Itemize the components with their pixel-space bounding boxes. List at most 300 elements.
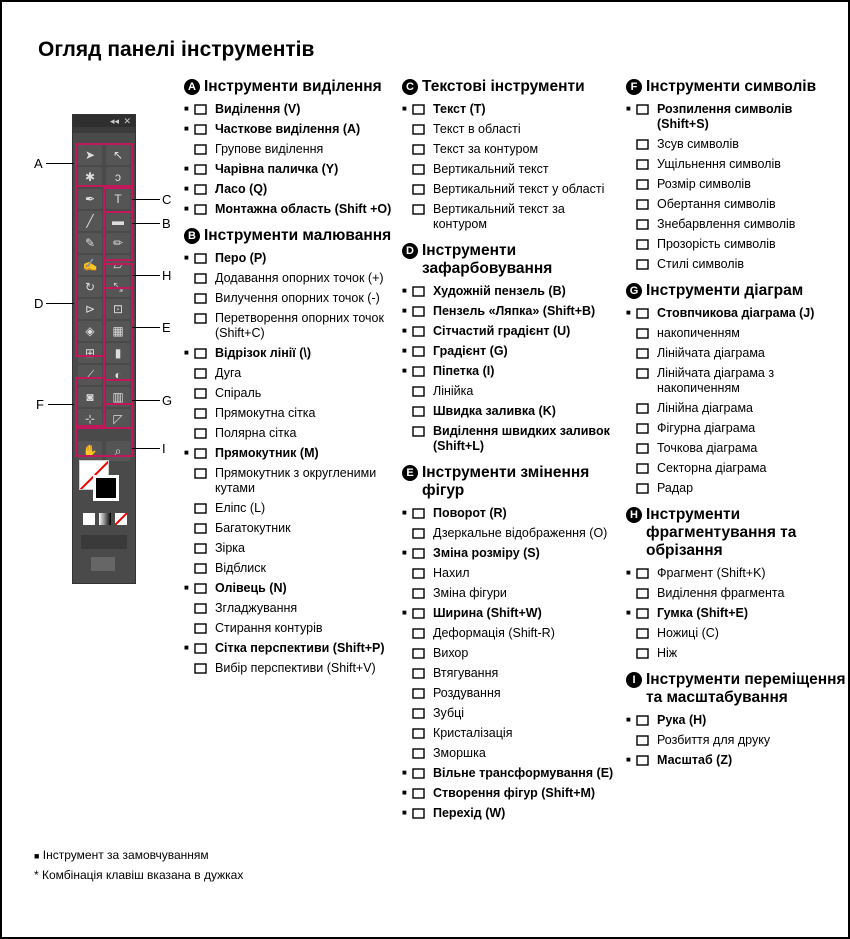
Tarea-icon (410, 122, 430, 137)
label-E: E (162, 320, 171, 335)
knife-icon (634, 646, 654, 661)
eyedropper-icon: ⟋ (85, 368, 95, 382)
tool-label: Ножиці (C) (657, 626, 719, 640)
collapse-icon[interactable]: ◂◂ (109, 116, 119, 126)
tool-item (402, 284, 622, 299)
star-icon (192, 541, 212, 556)
Tvert-icon (410, 162, 430, 177)
tool-label: Чарівна паличка (Y) (215, 162, 339, 176)
default-marker: ■ (402, 346, 407, 355)
hand-icon: ✋ (82, 444, 98, 458)
tool-item (402, 404, 622, 419)
label-C: C (162, 192, 172, 207)
magic-wand-icon: ✱ (84, 170, 96, 184)
tool-item (402, 304, 622, 319)
zoom-icon (634, 753, 654, 768)
tool-label: Секторна діаграма (657, 461, 767, 475)
tool-item (184, 202, 399, 217)
tool-item (626, 753, 846, 768)
tool-item (626, 326, 846, 341)
paintbrush-icon: ✎ (84, 236, 96, 250)
tool-label: Вертикальний текст у області (433, 182, 605, 196)
tool-label: Олівець (N) (215, 581, 287, 595)
blob-brush-icon: ✍ (82, 258, 98, 272)
tool-label: Текст (T) (433, 102, 486, 116)
tool-label: Відблиск (215, 561, 267, 575)
slicesel-icon (634, 586, 654, 601)
tool-label: Сітчастий градієнт (U) (433, 324, 571, 338)
blob-icon (410, 304, 430, 319)
tool-item (626, 566, 846, 581)
tool-label: Монтажна область (Shift +O) (215, 202, 392, 216)
bucket-icon (410, 404, 430, 419)
tool-item (402, 766, 622, 781)
tool-item (184, 406, 399, 421)
default-marker: ■ (626, 608, 631, 617)
tool-label: Згладжування (215, 601, 298, 615)
tool-item (184, 521, 399, 536)
default-marker: ■ (184, 204, 189, 213)
section-badge: G (626, 283, 642, 299)
free-transform-icon: ⊡ (112, 302, 124, 316)
grid-icon (192, 406, 212, 421)
tool-label: Стовпчикова діаграма (J) (657, 306, 815, 320)
section-title: Інструменти переміщення та масштабування (646, 671, 846, 706)
tool-item (184, 621, 399, 636)
tool-item (184, 182, 399, 197)
polar-icon (192, 426, 212, 441)
rrect-icon (192, 466, 212, 481)
draw-modes[interactable] (81, 535, 127, 549)
default-marker: ■ (626, 715, 631, 724)
section-i (626, 671, 846, 768)
section-badge: F (626, 79, 642, 95)
tool-item (626, 481, 846, 496)
tool-label: Виділення фрагмента (657, 586, 785, 600)
tool-item (626, 713, 846, 728)
default-marker: ■ (402, 788, 407, 797)
tool-item (184, 271, 399, 286)
tool-item (184, 102, 399, 117)
tool-item (184, 501, 399, 516)
stain-icon (634, 217, 654, 232)
panel-titlebar[interactable] (73, 115, 135, 127)
tool-item (626, 441, 846, 456)
tool-item (402, 706, 622, 721)
mesh-icon: ⊞ (84, 346, 96, 360)
scale-icon (410, 546, 430, 561)
Tpath-icon (410, 142, 430, 157)
pen-icon (192, 251, 212, 266)
smooth-icon (192, 601, 212, 616)
section-header (626, 506, 846, 560)
spin-icon (634, 197, 654, 212)
section-header (402, 242, 622, 278)
default-marker: ■ (184, 124, 189, 133)
section-badge: E (402, 465, 418, 481)
perspective-grid-icon: ▦ (112, 324, 124, 338)
section-title: Інструменти зафарбовування (422, 242, 553, 277)
stackbar-icon (634, 366, 654, 381)
eraser-icon: ▱ (113, 258, 123, 272)
section-d (402, 242, 622, 454)
tool-label: Групове виділення (215, 142, 324, 156)
tool-label: Прямокутна сітка (215, 406, 316, 420)
arrow-icon (192, 102, 212, 117)
section-title: Інструменти виділення (204, 78, 382, 95)
default-marker: ■ (184, 104, 189, 113)
gradient-icon (410, 344, 430, 359)
tool-label: Виділення (V) (215, 102, 301, 116)
default-marker: ■ (184, 583, 189, 592)
tool-item (402, 142, 622, 157)
lasso-icon: ↄ (115, 170, 121, 184)
tool-item (184, 251, 399, 266)
tool-item (184, 661, 399, 676)
tool-label: Радар (657, 481, 694, 495)
tool-label: Градієнт (G) (433, 344, 508, 358)
shift-icon (634, 137, 654, 152)
panel-grip[interactable] (73, 127, 135, 133)
direct-selection-icon: ↖ (112, 148, 124, 162)
tool-label: Створення фігур (Shift+M) (433, 786, 596, 800)
section-a (184, 78, 399, 217)
screen-mode-button[interactable] (91, 557, 115, 571)
reflect-icon (410, 526, 430, 541)
rotate-icon (410, 506, 430, 521)
default-marker: ■ (184, 448, 189, 457)
pen-icon: ✒ (84, 192, 96, 206)
tool-item (626, 606, 846, 621)
bar-icon (634, 346, 654, 361)
default-marker: ■ (402, 608, 407, 617)
scrunch-icon (634, 157, 654, 172)
section-badge: A (184, 79, 200, 95)
width-icon (410, 606, 430, 621)
tool-label: Часткове виділення (A) (215, 122, 361, 136)
tool-item (184, 446, 399, 461)
tool-item (402, 122, 622, 137)
tool-label: Додавання опорних точок (+) (215, 271, 384, 285)
shapebuild-icon (410, 786, 430, 801)
tool-label: Нахил (433, 566, 470, 580)
label-H: H (162, 268, 172, 283)
Tvpath-icon (410, 202, 430, 217)
section-c (402, 78, 622, 232)
default-marker: ■ (184, 348, 189, 357)
scale-icon: ⤡ (113, 280, 123, 294)
scallop-icon (410, 706, 430, 721)
tool-label: Прямокутник (M) (215, 446, 319, 460)
ellipse-icon (192, 501, 212, 516)
label-I: I (162, 441, 166, 456)
tool-label: Ласо (Q) (215, 182, 268, 196)
rectangle-icon: ▬ (112, 214, 124, 228)
zoom-icon: ⌕ (114, 444, 122, 458)
tool-label: Зсув символів (657, 137, 739, 151)
column-2 (402, 78, 622, 831)
tool-item (626, 346, 846, 361)
colgraph-icon (634, 306, 654, 321)
penplus-icon (192, 271, 212, 286)
patherase-icon (192, 621, 212, 636)
rect-icon (192, 446, 212, 461)
tool-label: Вибір перспективи (Shift+V) (215, 661, 376, 675)
tool-label: Перетворення опорних точок (Shift+C) (215, 311, 384, 340)
tool-label: Стилі символів (657, 257, 744, 271)
linegraph-icon (634, 401, 654, 416)
tool-item (626, 237, 846, 252)
section-title: Інструменти фрагментування та обрізання (646, 506, 797, 559)
polygon-icon (192, 521, 212, 536)
section-h (626, 506, 846, 661)
default-marker: ■ (402, 768, 407, 777)
tools-panel (72, 114, 136, 584)
section-badge: C (402, 79, 418, 95)
section-header (184, 78, 399, 96)
rotate-icon: ↻ (84, 280, 96, 294)
tool-label: Вертикальний текст (433, 162, 549, 176)
pencil-icon: ✏ (112, 236, 124, 250)
section-g (626, 282, 846, 496)
tool-label: Розбиття для друку (657, 733, 771, 747)
crystal-icon (410, 726, 430, 741)
tool-item (184, 561, 399, 576)
tool-item (402, 586, 622, 601)
tool-label: Зміна розміру (S) (433, 546, 540, 560)
tool-label: Стирання контурів (215, 621, 323, 635)
tool-label: Знебарвлення символів (657, 217, 796, 231)
tool-item (184, 291, 399, 306)
wand-icon (192, 162, 212, 177)
sizer-icon (634, 177, 654, 192)
tool-item (626, 137, 846, 152)
screen-icon (634, 237, 654, 252)
arc-icon (192, 366, 212, 381)
none-mode-button[interactable] (115, 513, 127, 525)
tool-item (402, 506, 622, 521)
tool-item (402, 546, 622, 561)
pencil-icon (192, 581, 212, 596)
wrinkle-icon (410, 746, 430, 761)
label-D: D (34, 296, 44, 311)
default-marker: ■ (626, 755, 631, 764)
tool-label: Зморшка (433, 746, 486, 760)
tool-label: Рука (H) (657, 713, 707, 727)
section-header (402, 464, 622, 500)
tool-item (184, 142, 399, 157)
tool-item (184, 366, 399, 381)
tool-label: Точкова діаграма (657, 441, 758, 455)
page-title: Огляд панелі інструментів (38, 38, 315, 61)
tool-label: Поворот (R) (433, 506, 507, 520)
freetrans-icon (410, 766, 430, 781)
persp-icon (192, 641, 212, 656)
blend-icon: ◐ (114, 368, 122, 382)
tool-item (402, 202, 622, 232)
section-e (402, 464, 622, 821)
symbol-sprayer-icon: ◙ (86, 390, 94, 404)
default-marker: ■ (402, 306, 407, 315)
Tvarea-icon (410, 182, 430, 197)
tool-item (626, 401, 846, 416)
default-marker: ■ (184, 184, 189, 193)
tool-label: Деформація (Shift-R) (433, 626, 555, 640)
tool-item (626, 197, 846, 212)
close-icon[interactable]: ✕ (123, 116, 131, 126)
tool-item (184, 426, 399, 441)
tool-item (402, 424, 622, 454)
tool-label: Вилучення опорних точок (-) (215, 291, 380, 305)
label-B: B (162, 216, 171, 231)
blend-icon (410, 806, 430, 821)
default-marker: ■ (402, 548, 407, 557)
tool-item (402, 566, 622, 581)
penminus-icon (192, 291, 212, 306)
default-marker: ■ (402, 326, 407, 335)
tiling-icon (634, 733, 654, 748)
tool-item (402, 364, 622, 379)
tool-item (402, 686, 622, 701)
section-badge: B (184, 228, 200, 244)
tool-item (626, 461, 846, 476)
brush-icon (410, 284, 430, 299)
stroke-swatch[interactable] (93, 475, 119, 501)
tool-item (402, 526, 622, 541)
section-header (626, 671, 846, 707)
tool-label: Швидка заливка (K) (433, 404, 556, 418)
label-F: F (36, 397, 44, 412)
tool-label: Прозорість символів (657, 237, 776, 251)
tool-item (626, 366, 846, 396)
type-icon: T (114, 192, 122, 206)
tool-label: накопиченням (657, 326, 740, 340)
default-marker: ■ (402, 808, 407, 817)
section-badge: I (626, 672, 642, 688)
section-b (184, 227, 399, 676)
tool-item (184, 541, 399, 556)
tool-item (402, 666, 622, 681)
tool-item (626, 626, 846, 641)
flare-icon (192, 561, 212, 576)
tool-label: Ущільнення символів (657, 157, 781, 171)
tool-item (402, 384, 622, 399)
tool-item (184, 601, 399, 616)
default-marker: ■ (402, 104, 407, 113)
tool-label: Еліпс (L) (215, 501, 266, 515)
eraser-icon (634, 606, 654, 621)
tool-label: Лінійна діаграма (657, 401, 754, 415)
default-marker: ■ (402, 286, 407, 295)
tool-label: Розпилення символів (Shift+S) (657, 102, 793, 131)
label-G: G (162, 393, 173, 408)
pucker-icon (410, 666, 430, 681)
tool-label: Фігурна діаграма (657, 421, 756, 435)
section-badge: H (626, 507, 642, 523)
section-f (626, 78, 846, 272)
tool-item (184, 386, 399, 401)
tool-label: Роздування (433, 686, 501, 700)
tool-label: Вихор (433, 646, 469, 660)
tool-item (626, 157, 846, 172)
tool-label: Вільне трансформування (E) (433, 766, 614, 780)
bloat-icon (410, 686, 430, 701)
radar-icon (634, 481, 654, 496)
tool-item (184, 581, 399, 596)
label-A: A (34, 156, 43, 171)
spray-icon (634, 102, 654, 117)
tool-item (402, 626, 622, 641)
ruler-icon (410, 384, 430, 399)
tool-item (402, 162, 622, 177)
tool-item (626, 177, 846, 192)
slice-icon: ◸ (113, 412, 123, 426)
twirl-icon (410, 646, 430, 661)
default-marker: ■ (626, 568, 631, 577)
tool-item (184, 311, 399, 341)
tool-item (184, 346, 399, 361)
tool-label: Фрагмент (Shift+K) (657, 566, 766, 580)
tool-item (402, 344, 622, 359)
tool-item (626, 217, 846, 232)
tool-label: Зубці (433, 706, 465, 720)
slice-icon (634, 566, 654, 581)
default-marker: ■ (626, 308, 631, 317)
arrowplus-icon (192, 142, 212, 157)
tool-label: Пензель «Ляпка» (Shift+B) (433, 304, 596, 318)
section-badge: D (402, 243, 418, 259)
section-header (626, 282, 846, 300)
tool-label: Дуга (215, 366, 242, 380)
tool-item (184, 162, 399, 177)
hand-icon (634, 713, 654, 728)
dropper-icon (410, 364, 430, 379)
gradient-icon: ▮ (114, 346, 122, 360)
tool-label: Ніж (657, 646, 678, 660)
shear-icon (410, 566, 430, 581)
tool-label: Прямокутник з округленими кутами (215, 466, 377, 495)
tool-label: Масштаб (Z) (657, 753, 733, 767)
lasso-icon (192, 182, 212, 197)
styler-icon (634, 257, 654, 272)
tool-item (626, 733, 846, 748)
pie-icon (634, 461, 654, 476)
tool-item (626, 257, 846, 272)
shape-builder-icon: ◈ (85, 324, 95, 338)
legend-default-text: Інструмент за замовчуванням (42, 848, 209, 862)
tool-item (402, 182, 622, 197)
tool-item (184, 466, 399, 496)
tool-label: Спіраль (215, 386, 262, 400)
tool-item (402, 726, 622, 741)
scissors-icon (634, 626, 654, 641)
mesh-icon (410, 324, 430, 339)
legend-shortcut: * Комбінація клавіш вказана в дужках (34, 868, 244, 882)
reshape-icon (410, 586, 430, 601)
tool-label: Кристалізація (433, 726, 513, 740)
column-graph-icon: ▥ (112, 390, 124, 404)
tool-label: Піпетка (I) (433, 364, 495, 378)
tool-label: Гумка (Shift+E) (657, 606, 749, 620)
tool-item (626, 646, 846, 661)
tool-label: Ширина (Shift+W) (433, 606, 542, 620)
default-marker: ■ (184, 164, 189, 173)
tool-item (402, 102, 622, 117)
color-mode-button[interactable] (83, 513, 95, 525)
tool-label: Зміна фігури (433, 586, 507, 600)
tool-item (402, 786, 622, 801)
gradient-mode-button[interactable] (99, 513, 111, 525)
